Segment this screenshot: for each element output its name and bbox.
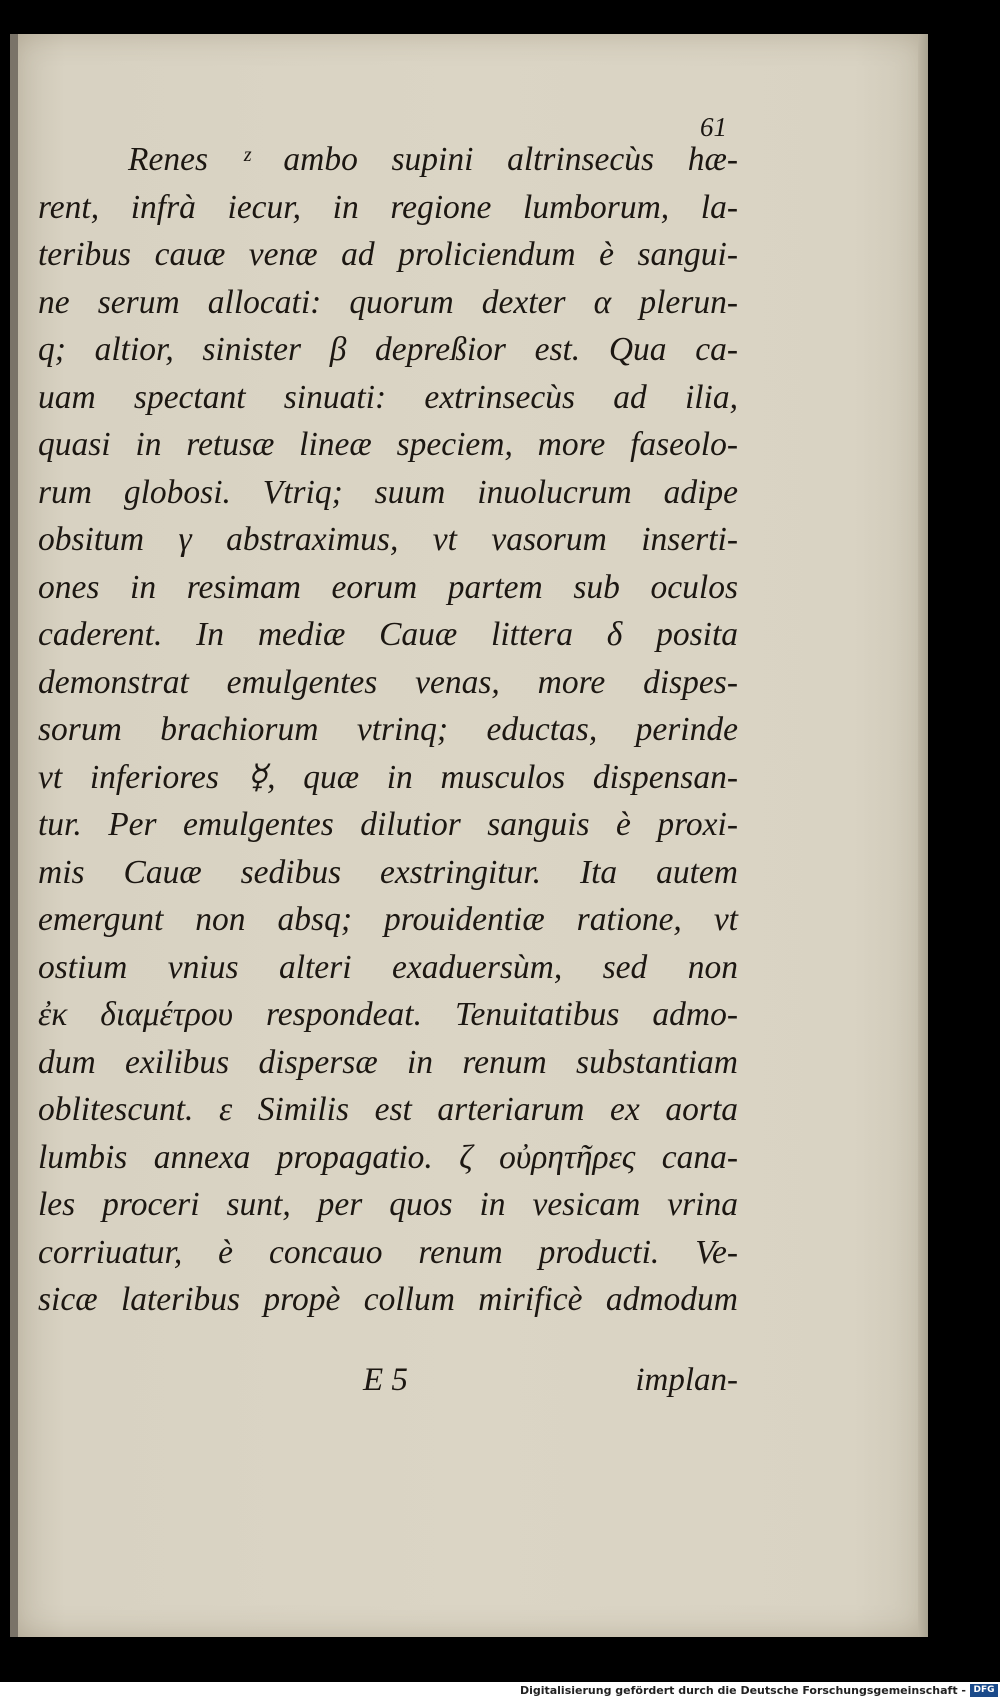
funding-credit: Digitalisierung gefördert durch die Deutsche Forschungsgemeinschaft - (519, 1684, 966, 1697)
text-line: ἐκ διαμέτρου respondeat. Tenuitatibus admo- (38, 996, 738, 1033)
text-line: ne serum allocati: quorum dexter α plerun- (38, 283, 738, 321)
text-line: mis Cauæ sedibus exstringitur. Ita autem (38, 853, 738, 891)
text-line: caderent. In mediæ Cauæ littera δ posita (38, 616, 738, 653)
text-line: demonstrat emulgentes venas, more dispes- (38, 663, 738, 701)
signature-mark: E 5 (363, 1362, 408, 1398)
digitization-footer (0, 1682, 1000, 1700)
text-line: obsitum γ abstraximus, vt vasorum inserti- (38, 521, 738, 558)
text-line: ostium vnius alteri exaduersùm, sed non (38, 948, 738, 986)
text-line: rent, infrà iecur, in regione lumborum, la- (38, 188, 738, 226)
dfg-logo: DFG (970, 1684, 998, 1697)
text-line: quasi in retusæ lineæ speciem, more faseolo- (38, 426, 738, 463)
text-line: sicæ lateribus propè collum mirificè admodum (38, 1281, 738, 1318)
text-line: les proceri sunt, per quos in vesicam vrina (38, 1186, 738, 1223)
text-line: Renes ᶻ ambo supini altrinsecùs hæ- (128, 141, 738, 178)
text-line: corriuatur, è concauo renum producti. Ve- (38, 1233, 738, 1271)
text-line: teribus cauæ venæ ad proliciendum è sangui- (38, 236, 738, 273)
text-line: lumbis annexa propagatio. ζ οὐρητῆρες cana- (38, 1138, 738, 1176)
page-gutter (10, 34, 18, 1637)
page-number: 61 (700, 112, 727, 142)
text-line: sorum brachiorum vtrinq; eductas, perinde (38, 711, 738, 748)
text-line: ones in resimam eorum partem sub oculos (38, 568, 738, 606)
text-line: q; altior, sinister β depreßior est. Qua ca- (38, 331, 738, 368)
text-line: emergunt non absq; prouidentiæ ratione, vt (38, 901, 738, 938)
catchword: implan- (635, 1362, 738, 1398)
body-text (38, 136, 738, 1324)
page-edge (918, 34, 928, 1637)
text-line: rum globosi. Vtriq; suum inuolucrum adipe (38, 473, 738, 511)
text-line: vt inferiores ☿, quæ in musculos dispensan- (38, 758, 738, 796)
text-line: dum exilibus dispersæ in renum substantiam (38, 1043, 738, 1081)
text-line: uam spectant sinuati: extrinsecùs ad ilia, (38, 378, 738, 416)
text-line: tur. Per emulgentes dilutior sanguis è proxi- (38, 806, 738, 843)
text-line: oblitescunt. ε Similis est arteriarum ex aorta (38, 1091, 738, 1128)
